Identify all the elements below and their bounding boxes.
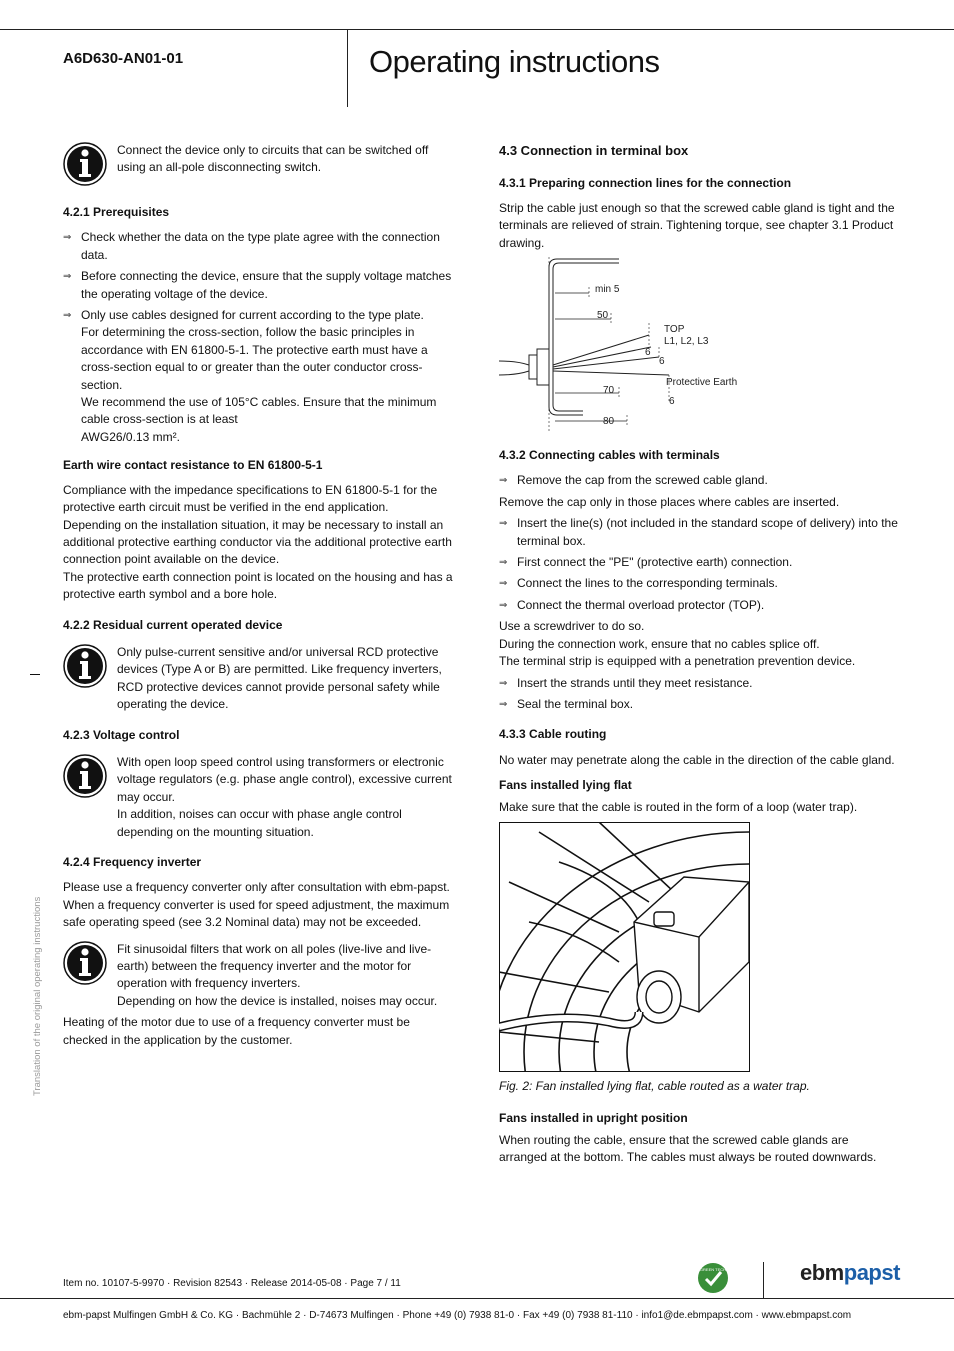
paragraph: When a frequency converter is used for speed adjustment, the maximum safe operating speed (see 3.2 Nominal data) may not be exceeded. (63, 897, 450, 930)
list-item: ⇒ Insert the strands until they meet resistance. (499, 675, 899, 692)
info-text: With open loop speed control using transformers or electronic voltage regulators (e.g. phase angle control), excessive current may occur. (117, 754, 452, 804)
paragraph: Heating of the motor due to use of a frequency converter must be checked in the application by the customer. (63, 1015, 410, 1047)
paragraph: The terminal strip is equipped with a penetration prevention device. (499, 654, 856, 669)
paragraph: Compliance with the impedance specifications to EN 61800-5-1 for the protective earth circuit must be verified in the end application. (63, 482, 438, 515)
info-text: In addition, noises can occur with phase angle control depending on the mounting situation. (117, 807, 402, 839)
heading-connecting-cables: 4.3.2 Connecting cables with terminals (499, 448, 720, 463)
margin-mark (30, 674, 40, 675)
label-l1-l2-l3: L1, L2, L3 (664, 336, 709, 348)
right-column (499, 142, 899, 1167)
paragraph: Remove the cap only in those places where cables are inserted. (499, 494, 840, 509)
heading-cable-routing: 4.3.3 Cable routing (499, 727, 607, 742)
sidebar-translation-note: Translation of the original operating instructions (32, 896, 43, 1096)
footer-address-line: ebm-papst Mulfingen GmbH & Co. KG · Bachmühle 2 · D-74673 Mulfingen · Phone +49 (0) 7938 81-0 · Fax +49 (0) 7938 81-110 · info1@de.ebmpapst.com · www.ebmpapst.com (63, 1310, 852, 1321)
label-top: TOP (664, 324, 685, 336)
info-icon (63, 142, 107, 186)
info-icon (63, 941, 107, 985)
ebmpapst-logo (800, 1260, 900, 1286)
heading-frequency-inverter: 4.2.4 Frequency inverter (63, 855, 202, 869)
header-divider (347, 29, 348, 107)
logo-part: ebm (800, 1260, 844, 1285)
dim-label-6: 6 (659, 356, 665, 368)
cable-stripping-drawing (499, 257, 749, 435)
list-item: ⇒ Before connecting the device, ensure that the supply voltage matches the operating voltage of the device. (63, 268, 453, 303)
footer-rule (0, 1298, 954, 1299)
list-item (63, 307, 453, 446)
list-item-detail: For determining the cross-section, follow the basic principles in accordance with EN 61800-5-1. The protective earth must have a cross-section equal to or greater than the outer conductor cross-section. (81, 325, 428, 392)
footer-item-line: Item no. 10107-5-9970 · Revision 82543 · Release 2014-05-08 · Page 7 / 11 (63, 1278, 401, 1289)
footer-divider (763, 1262, 764, 1298)
info-icon (63, 754, 107, 798)
model-number: A6D630-AN01-01 (63, 50, 184, 67)
list-item: ⇒ Connect the lines to the corresponding terminals. (499, 575, 899, 592)
list-item: ⇒ Check whether the data on the type plate agree with the connection data. (63, 229, 453, 264)
paragraph: During the connection work, ensure that no cables splice off. (499, 636, 820, 651)
paragraph: Strip the cable just enough so that the screwed cable gland is tight and the terminals are relieved of strain. Tightening torque, see chapter 3.1 Product drawing. (499, 200, 895, 250)
heading-preparing-lines: 4.3.1 Preparing connection lines for the connection (499, 176, 792, 191)
info-text: Only pulse-current sensitive and/or universal RCD protective devices (Type A or B) are permitted. Like frequency inverters, RCD protective devices cannot provide personal safety while operating the device. (117, 644, 442, 712)
info-text: Depending on how the device is installed, noises may occur. (117, 993, 438, 1008)
paragraph: No water may penetrate along the cable in the direction of the cable gland. (499, 752, 895, 767)
page-title: Operating instructions (369, 44, 660, 79)
paragraph: Use a screwdriver to do so. (499, 619, 645, 634)
dim-label-80: 80 (603, 416, 615, 428)
paragraph: Please use a frequency converter only after consultation with ebm-papst. (63, 880, 450, 895)
list-item-detail: AWG26/0.13 mm². (81, 429, 180, 444)
paragraph: When routing the cable, ensure that the screwed cable glands are arranged at the bottom. The cables must always be routed downwards. (499, 1132, 877, 1165)
list-item: ⇒ Remove the cap from the screwed cable gland. (499, 472, 899, 489)
info-text: Connect the device only to circuits that can be switched off using an all-pole disconnecting switch. (117, 143, 429, 175)
paragraph: Make sure that the cable is routed in the form of a loop (water trap). (499, 799, 858, 814)
heading-voltage-control: 4.2.3 Voltage control (63, 727, 180, 742)
list-item: ⇒ First connect the "PE" (protective earth) connection. (499, 554, 899, 571)
info-note-voltage (63, 754, 453, 841)
logo-part: papst (843, 1260, 900, 1285)
list-item: ⇒ Connect the thermal overload protector (TOP). (499, 597, 899, 614)
green-tech-logo (697, 1262, 729, 1294)
header-top-rule (0, 29, 954, 30)
list-item-text: ⇒ Only use cables designed for current according to the type plate. (63, 307, 453, 324)
paragraph: The protective earth connection point is located on the housing and has a protective earth symbol and a bore hole. (63, 569, 453, 602)
heading-rcd: 4.2.2 Residual current operated device (63, 617, 283, 632)
dim-label-min5: min 5 (595, 284, 620, 296)
figure-caption: Fig. 2: Fan installed lying flat, cable routed as a water trap. (499, 1078, 810, 1093)
left-column (63, 142, 453, 1049)
dim-label-50: 50 (597, 310, 609, 322)
list-item: ⇒ Insert the line(s) (not included in the standard scope of delivery) into the terminal box. (499, 515, 899, 550)
info-note-rcd (63, 644, 453, 714)
heading-connection-terminal-box: 4.3 Connection in terminal box (499, 143, 689, 158)
label-protective-earth: Protective Earth (666, 377, 738, 389)
heading-earth-wire: Earth wire contact resistance to EN 61800-5-1 (63, 458, 323, 473)
info-note-frequency (63, 941, 453, 1011)
heading-upright-position: Fans installed in upright position (499, 1111, 688, 1126)
paragraph: Depending on the installation situation, it may be necessary to install an additional protective earthing conductor via the additional protective earth connection point available on the device. (63, 517, 452, 567)
info-icon (63, 644, 107, 688)
list-item-detail: We recommend the use of 105°C cables. Ensure that the minimum cable cross-section is at least (81, 395, 437, 427)
dim-label-70: 70 (603, 385, 615, 397)
green-tech-badge-text: GREEN TECH (699, 1267, 727, 1272)
list-item: ⇒ Seal the terminal box. (499, 696, 899, 713)
fan-water-trap-illustration (499, 822, 750, 1072)
info-text: Fit sinusoidal filters that work on all poles (live-live and live-earth) between the frequency inverter and the motor for operation with frequency inverters. (117, 941, 432, 991)
heading-prerequisites: 4.2.1 Prerequisites (63, 205, 170, 219)
dim-label-6: 6 (669, 396, 675, 408)
heading-lying-flat: Fans installed lying flat (499, 778, 632, 793)
dim-label-6: 6 (645, 347, 651, 359)
info-note-switch (63, 142, 453, 190)
